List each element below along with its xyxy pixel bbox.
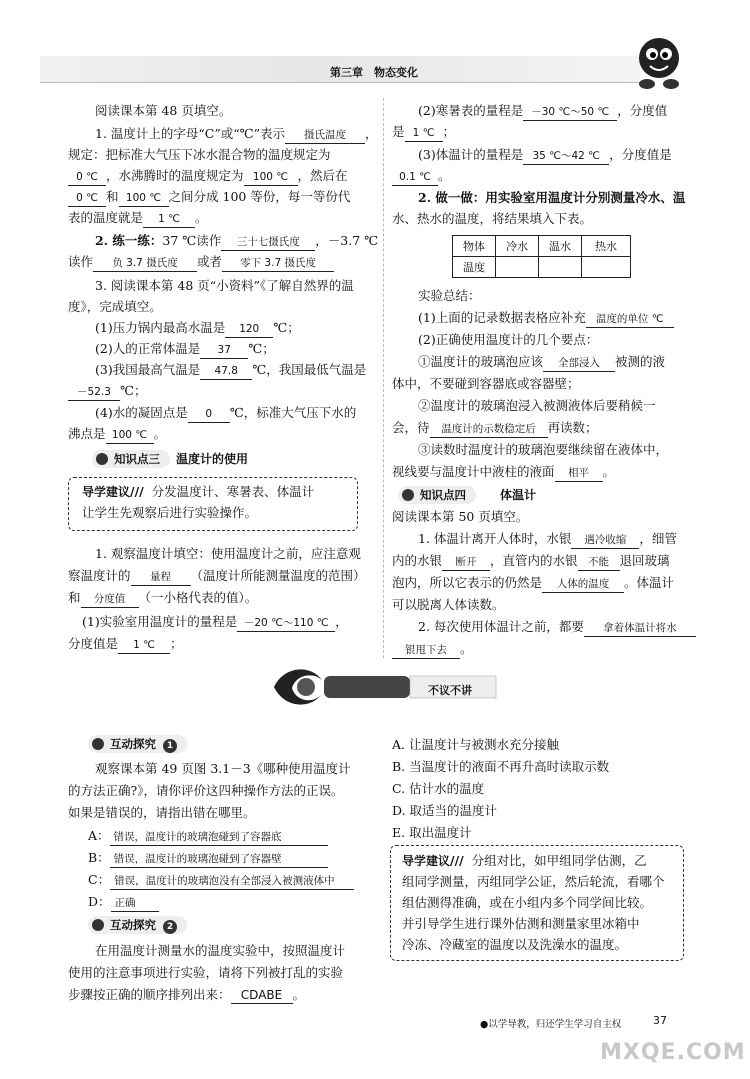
r-body-2: 1. 体温计离开人体时，水银 遇冷收缩 ，细管 — [418, 529, 677, 549]
r-item3-cont: 0.1 ℃ 。 — [392, 166, 451, 186]
r-body-4: 泡内，所以它表示的仍然是 人体的温度 。体温计 — [392, 573, 674, 593]
step-D: D. 取适当的温度计 — [392, 803, 498, 818]
summary-2: (2)正确使用温度计的几个要点： — [418, 332, 599, 347]
answer-blank: 0 ℃ — [68, 169, 106, 186]
answer-blank: 三十七摄氏度 — [221, 234, 315, 251]
answer-blank: 100 ℃ — [106, 427, 154, 444]
r-body-7: 银甩下去 。 — [392, 639, 473, 659]
answer-blank: 人体的温度 — [542, 576, 624, 593]
r-q2-line1: 2. 做一做：用实验室用温度计分别测量冷水、温 — [418, 190, 686, 205]
step-B: B. 当温度计的液面不再升高时读取示数 — [392, 759, 610, 774]
step-C: C. 估计水的温度 — [392, 781, 485, 796]
chapter-title: 第三章 物态变化 — [330, 66, 418, 79]
explore-2-tag: 互动探究 2 — [88, 916, 187, 934]
answer-blank: 0 ℃ — [68, 190, 106, 207]
q1-line5: 表的温度就是 1 ℃ 。 — [68, 208, 208, 228]
answer-blank: 温度计的示数稳定后 — [430, 421, 548, 438]
ll-e3: 步骤按正确的顺序排列出来： CDABE 。 — [68, 987, 306, 1002]
summary-5: ③读数时温度计的玻璃泡要继续留在液体中， — [418, 442, 669, 457]
answer-blank: 37 — [200, 342, 248, 359]
left-intro: 阅读课本第 48 页填空。 — [95, 103, 232, 118]
summary-4-cont: 会，待 温度计的示数稳定后 再读数； — [392, 418, 598, 438]
table-cell — [582, 257, 631, 278]
answer-blank: 错误，温度计的玻璃泡没有全部浸入被测液体中 — [110, 873, 354, 890]
q1-line2: 规定：把标准大气压下冰水混合物的温度规定为 — [68, 147, 331, 162]
table-row-label: 温度 — [453, 257, 496, 278]
r-body-1: 阅读课本第 50 页填空。 — [392, 509, 529, 524]
ll-line2: 的方法正确?》，请你评价这四种操作方法的正误。 — [68, 783, 344, 798]
q1-line1: 1. 温度计上的字母“C”或“℃”表示 摄氏温度 ， — [95, 124, 378, 144]
q1-line4: 0 ℃ 和 100 ℃ 之间分成 100 等份，每一等份代 — [68, 187, 350, 207]
number-badge: 1 — [163, 739, 177, 753]
u1-line5: 分度值是 1 ℃ ； — [68, 634, 183, 654]
answer-blank: CDABE — [231, 987, 293, 1004]
q2-line1: 2. 练一练：37 ℃读作 三十七摄氏度 ，－3.7 ℃ — [95, 231, 378, 251]
r-item2: (2)寒暑表的量程是 －30 ℃～50 ℃ ，分度值 — [418, 101, 667, 121]
answer-blank: 相平 — [555, 465, 603, 482]
answer-blank: －52.3 — [68, 384, 120, 401]
option-A-answer: A： 错误，温度计的玻璃泡碰到了容器底 — [88, 826, 328, 846]
guide-note-1-line2: 让学生先观察后进行实验操作。 — [82, 505, 258, 520]
temperature-table — [452, 235, 631, 278]
answer-blank: 银甩下去 — [392, 642, 460, 659]
q3-line2: 度》，完成填空。 — [68, 299, 162, 314]
answer-blank: 负 3.7 摄氏度 — [93, 255, 197, 272]
knowledge-point-3-title: 温度计的使用 — [176, 452, 249, 466]
answer-blank: 35 ℃～42 ℃ — [523, 148, 609, 165]
option-D-answer: D： 正确 — [88, 892, 159, 912]
table-header: 物体 — [453, 236, 496, 257]
option-C-answer: C： 错误，温度计的玻璃泡没有全部浸入被测液体中 — [88, 870, 354, 890]
u1-line1: 1. 观察温度计填空：使用温度计之前，应注意观 — [95, 546, 361, 561]
table-header: 温水 — [539, 236, 582, 257]
answer-blank: 温度的单位 ℃ — [586, 311, 674, 328]
guide-note-2-line2: 组同学测量，丙组同学公证，然后轮流，看哪个 — [402, 874, 665, 889]
answer-blank: 0.1 ℃ — [392, 169, 438, 186]
answer-blank: 正确 — [111, 895, 159, 912]
r-body-5: 可以脱离人体读数。 — [392, 597, 505, 612]
r-body-6: 2. 每次使用体温计之前，都要 拿着体温计将水 — [418, 617, 696, 637]
answer-blank: 47.8 — [200, 363, 252, 380]
knowledge-point-3-tag: 知识点三 — [92, 450, 170, 468]
table-header: 热水 — [582, 236, 631, 257]
bullet-icon — [402, 489, 414, 501]
q1-line3: 0 ℃ ，水沸腾时的温度规定为 100 ℃ ，然后在 — [68, 166, 348, 186]
step-E: E. 取出温度计 — [392, 825, 472, 840]
answer-blank: 分度值 — [81, 591, 139, 608]
ll-e2: 使用的注意事项进行实验，请将下列被打乱的实验 — [68, 965, 344, 980]
answer-blank: －30 ℃～50 ℃ — [523, 104, 617, 121]
summary-3-cont: 体中，不要碰到容器底或容器壁； — [392, 376, 580, 391]
answer-blank: 120 — [225, 321, 273, 338]
r-item3: (3)体温计的量程是 35 ℃～42 ℃ ，分度值是 — [418, 145, 672, 165]
guide-note-1-line1: 导学建议/// 分发温度计、寒暑表、体温计 — [82, 484, 315, 499]
summary-title: 实验总结： — [418, 288, 481, 303]
option-B-answer: B： 错误，温度计的玻璃泡碰到了容器壁 — [88, 848, 328, 868]
bullet-icon — [92, 919, 104, 931]
guide-note-2-line4: 并引导学生进行课外估测和测量家里冰箱中 — [402, 916, 640, 931]
table-cell — [539, 257, 582, 278]
page-number: 37 — [653, 1014, 667, 1027]
q3-item3-cont: －52.3 ℃； — [68, 381, 146, 401]
answer-blank: 全部浸入 — [543, 355, 615, 372]
q3-item4: (4)水的凝固点是 0 ℃，标准大气压下水的 — [95, 403, 356, 423]
r-item2-cont: 是 1 ℃ ； — [392, 122, 455, 142]
bullet-icon — [96, 453, 108, 465]
watermark: MXQE.COM — [600, 1040, 746, 1065]
ll-e1: 在用温度计测量水的温度实验中，按照温度计 — [95, 943, 346, 958]
summary-5-cont: 视线要与温度计中液柱的液面 相平 。 — [392, 462, 615, 482]
guide-note-2-line1: 导学建议/// 分组对比，如甲组同学估测，乙 — [402, 853, 647, 868]
answer-blank: 1 ℃ — [405, 125, 443, 142]
answer-blank: 拿着体温计将水 — [584, 620, 696, 637]
number-badge: 2 — [163, 920, 177, 934]
summary-4: ②温度计的玻璃泡浸入被测液体后要稍候一 — [418, 398, 656, 413]
answer-blank: 错误，温度计的玻璃泡碰到了容器壁 — [110, 851, 328, 868]
guide-note-2-line5: 冷冻、冷藏室的温度以及洗澡水的温度。 — [402, 937, 628, 952]
knowledge-point-4-tag: 知识点四 — [398, 486, 476, 504]
summary-3: ①温度计的玻璃泡应该 全部浸入 被测的液 — [418, 352, 665, 372]
summary-1: (1)上面的记录数据表格应补充 温度的单位 ℃ — [418, 308, 674, 328]
answer-blank: 1 ℃ — [143, 211, 195, 228]
answer-blank: 0 — [188, 406, 230, 423]
answer-blank: 100 ℃ — [244, 169, 298, 186]
q2-line2: 读作 负 3.7 摄氏度 或者 零下 3.7 摄氏度 — [68, 252, 334, 272]
knowledge-point-4-title: 体温计 — [500, 488, 537, 502]
q3-item2: (2)人的正常体温是 37 ℃； — [95, 339, 275, 359]
answer-blank: －20 ℃～110 ℃ — [237, 615, 335, 632]
q3-item1: (1)压力锅内最高水温是 120 ℃； — [95, 318, 300, 338]
column-divider — [383, 98, 384, 658]
footer-slogan: ●以学导教，归还学生学习自主权 — [480, 1019, 622, 1030]
answer-blank: 1 ℃ — [118, 637, 170, 654]
answer-blank: 摄氏温度 — [285, 127, 365, 144]
r-q2-line2: 水、热水的温度，将结果填入下表。 — [392, 211, 593, 226]
answer-blank: 不能 — [578, 554, 620, 571]
answer-blank: 量程 — [131, 569, 191, 586]
ll-line3: 如果是错误的，请指出错在哪里。 — [68, 805, 256, 820]
table-header: 冷水 — [496, 236, 539, 257]
table-cell — [496, 257, 539, 278]
answer-blank: 100 ℃ — [119, 190, 169, 207]
q3-item3: (3)我国最高气温是 47.8 ℃，我国最低气温是 — [95, 360, 366, 380]
q3-item4-cont: 沸点是 100 ℃ 。 — [68, 424, 166, 444]
ll-line1: 观察课本第 49 页图 3.1－3《哪种使用温度计 — [95, 761, 351, 776]
answer-blank: 遇冷收缩 — [571, 532, 639, 549]
answer-blank: 断开 — [442, 554, 490, 571]
explore-1-tag: 互动探究 1 — [88, 735, 187, 753]
guide-note-2-line3: 组估测得准确，或在小组内多个同学间比较。 — [402, 895, 653, 910]
bullet-icon — [92, 738, 104, 750]
q3-line1: 3. 阅读课本第 48 页“小资料”《了解自然界的温 — [95, 278, 354, 293]
u1-line2: 察温度计的 量程 （温度计所能测量温度的范围） — [68, 566, 366, 586]
answer-blank: 错误，温度计的玻璃泡碰到了容器底 — [110, 829, 328, 846]
u1-line3: 和 分度值 （一小格代表的值）。 — [68, 588, 257, 608]
step-A: A. 让温度计与被测水充分接触 — [392, 737, 559, 752]
banner-text: 不议不讲 — [428, 684, 472, 697]
r-body-3: 内的水银 断开 ，直管内的水银 不能 退回玻璃 — [392, 551, 670, 571]
answer-blank: 零下 3.7 摄氏度 — [222, 255, 334, 272]
u1-line4: (1)实验室用温度计的量程是 －20 ℃～110 ℃ ， — [82, 612, 348, 632]
mascot-icon — [632, 32, 686, 94]
